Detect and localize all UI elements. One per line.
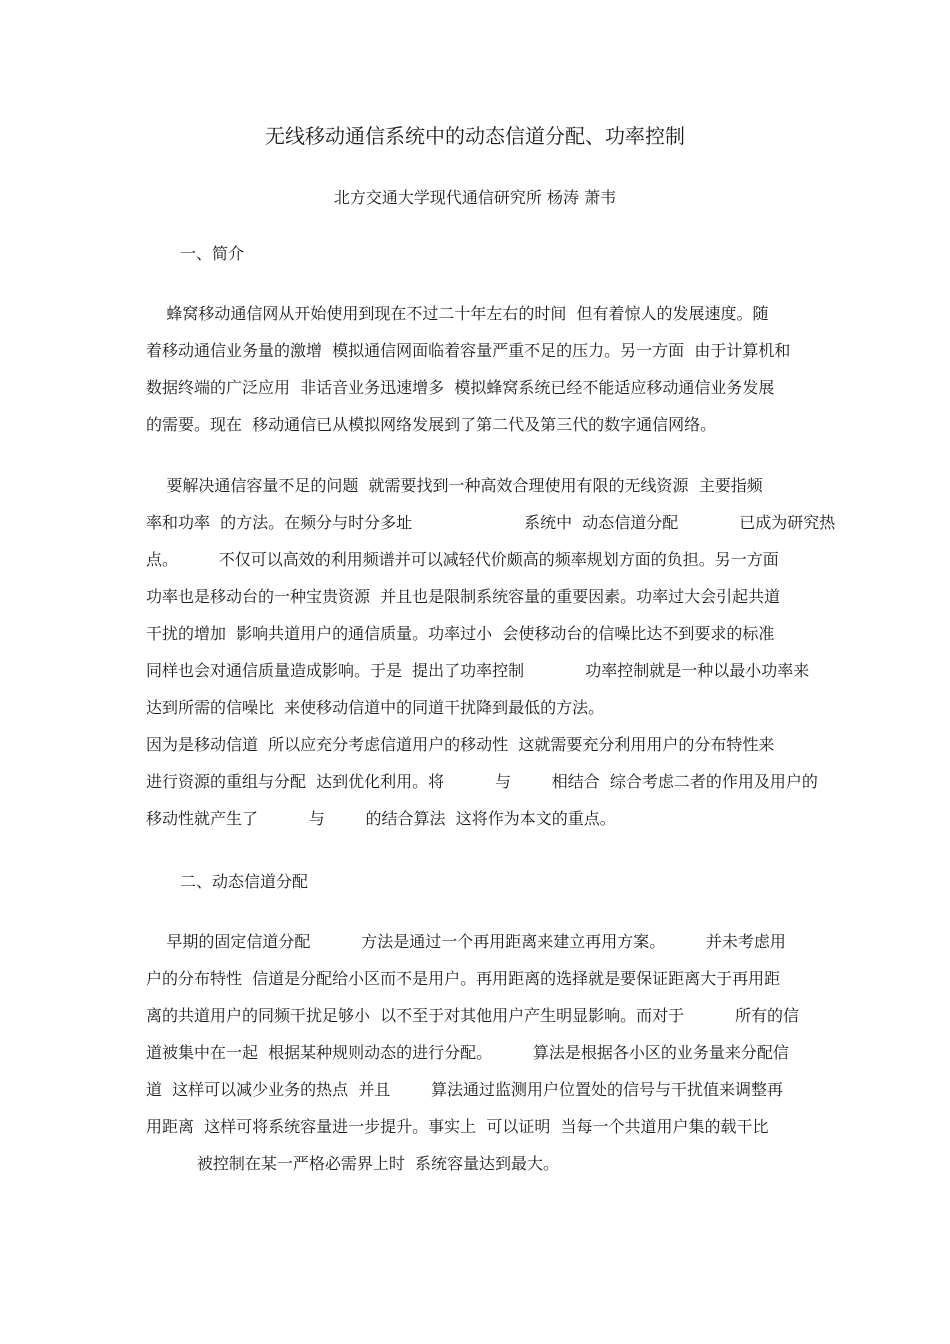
paragraph-line: 道 这样可以减少业务的热点 并且 算法通过监测用户位置处的信号与干扰值来调整再 <box>146 1080 784 1099</box>
paragraph-line: 着移动通信业务量的激增 模拟通信网面临着容量严重不足的压力。另一方面 由于计算机和 <box>146 341 791 360</box>
paragraph-line: 干扰的增加 影响共道用户的通信质量。功率过小 会使移动台的信噪比达不到要求的标准 <box>146 624 775 643</box>
paragraph-line: 被控制在某一严格必需界上时 系统容量达到最大。 <box>146 1154 560 1173</box>
paragraph-line: 同样也会对通信质量造成影响。于是 提出了功率控制 功率控制就是一种以最小功率来 <box>146 661 810 680</box>
paragraph-line: 早期的固定信道分配 方法是通过一个再用距离来建立再用方案。 并未考虑用 <box>146 932 786 951</box>
paragraph-line: 数据终端的广泛应用 非话音业务迅速增多 模拟蜂窝系统已经不能适应移动通信业务发展 <box>146 378 775 397</box>
paragraph-line: 移动性就产生了 与 的结合算法 这将作为本文的重点。 <box>146 809 616 828</box>
paragraph-line: 因为是移动信道 所以应充分考虑信道用户的移动性 这就需要充分利用用户的分布特性来 <box>146 735 775 754</box>
paragraph-line: 点。 不仅可以高效的利用频谱并可以减轻代价颇高的频率规划方面的负担。另一方面 <box>146 550 779 569</box>
paragraph-line: 道被集中在一起 根据某种规则动态的进行分配。 算法是根据各小区的业务量来分配信 <box>146 1043 789 1062</box>
paragraph-line: 进行资源的重组与分配 达到优化利用。将 与 相结合 综合考虑二者的作用及用户的 <box>146 772 818 791</box>
section-heading-intro: 一、简介 <box>180 244 245 263</box>
paragraph-line: 户的分布特性 信道是分配给小区而不是用户。再用距离的选择就是要保证距离大于再用距 <box>146 969 781 988</box>
paragraph-line: 用距离 这样可将系统容量进一步提升。事实上 可以证明 当每一个共道用户集的载干比 <box>146 1117 769 1136</box>
author-affiliation: 北方交通大学现代通信研究所 杨涛 萧韦 <box>333 188 617 207</box>
document-title: 无线移动通信系统中的动态信道分配、功率控制 <box>265 124 685 148</box>
paragraph-line: 功率也是移动台的一种宝贵资源 并且也是限制系统容量的重要因素。功率过大会引起共道 <box>146 587 781 606</box>
paragraph-line: 离的共道用户的同频干扰足够小 以不至于对其他用户产生明显影响。而对于 所有的信 <box>146 1006 800 1025</box>
section-heading-dca: 二、动态信道分配 <box>180 872 309 891</box>
paragraph-line: 要解决通信容量不足的问题 就需要找到一种高效合理使用有限的无线资源 主要指频 <box>146 476 763 495</box>
paragraph-line: 的需要。现在 移动通信已从模拟网络发展到了第二代及第三代的数字通信网络。 <box>146 415 717 434</box>
paragraph-line: 率和功率 的方法。在频分与时分多址 系统中 动态信道分配 已成为研究热 <box>146 513 836 532</box>
paragraph-line: 蜂窝移动通信网从开始使用到现在不过二十年左右的时间 但有着惊人的发展速度。随 <box>146 304 769 323</box>
paragraph-line: 达到所需的信噪比 来使移动信道中的同道干扰降到最低的方法。 <box>146 698 605 717</box>
